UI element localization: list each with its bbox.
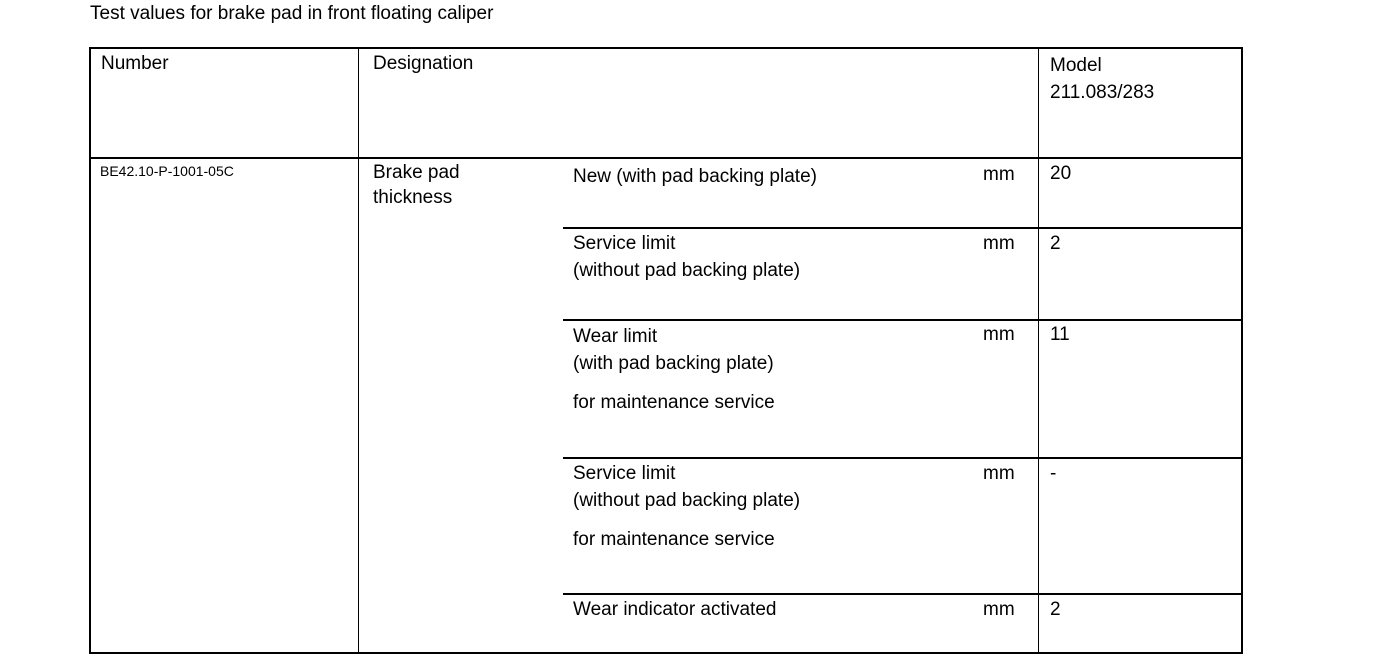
item-description — [573, 596, 776, 623]
item-description-line: Wear limit — [573, 326, 658, 347]
item-description — [573, 460, 800, 553]
item-value: 20 — [1050, 163, 1072, 184]
column-divider-model — [1038, 48, 1039, 653]
item-unit: mm — [983, 599, 1015, 620]
item-description — [573, 163, 817, 190]
item-unit: mm — [983, 164, 1015, 185]
item-divider — [563, 227, 1243, 229]
item-description-line: Service limit — [573, 463, 676, 484]
item-divider — [563, 319, 1243, 321]
item-description-line: (without pad backing plate) — [573, 490, 801, 511]
item-divider — [563, 457, 1243, 459]
header-divider — [89, 157, 1243, 159]
column-divider-number — [358, 48, 359, 653]
header-model-number: 211.083/283 — [1050, 82, 1155, 103]
item-value: 11 — [1050, 324, 1070, 345]
header-model-label: Model — [1050, 55, 1102, 76]
item-divider — [563, 593, 1243, 595]
item-description-line: New (with pad backing plate) — [573, 166, 817, 187]
item-value: - — [1050, 463, 1057, 484]
document-title: Test values for brake pad in front floating caliper — [90, 3, 494, 24]
item-unit: mm — [983, 233, 1015, 254]
item-description-line: Wear indicator activated — [573, 599, 777, 620]
item-note: for maintenance service — [573, 529, 775, 550]
item-value: 2 — [1050, 599, 1061, 620]
item-description-line: Service limit — [573, 233, 676, 254]
item-unit: mm — [983, 463, 1015, 484]
item-unit: mm — [983, 324, 1015, 345]
row-designation — [373, 160, 460, 210]
item-description-line: (without pad backing plate) — [573, 260, 801, 281]
row-designation-line2: thickness — [373, 187, 453, 208]
row-designation-line1: Brake pad — [373, 162, 460, 183]
item-description — [573, 323, 775, 416]
header-designation: Designation — [373, 53, 474, 74]
item-value: 2 — [1050, 233, 1061, 254]
item-description-line: (with pad backing plate) — [573, 353, 774, 374]
header-model — [1050, 52, 1154, 106]
item-description — [573, 230, 800, 284]
row-number: BE42.10-P-1001-05C — [100, 163, 234, 179]
item-note: for maintenance service — [573, 392, 775, 413]
header-number: Number — [101, 53, 169, 74]
